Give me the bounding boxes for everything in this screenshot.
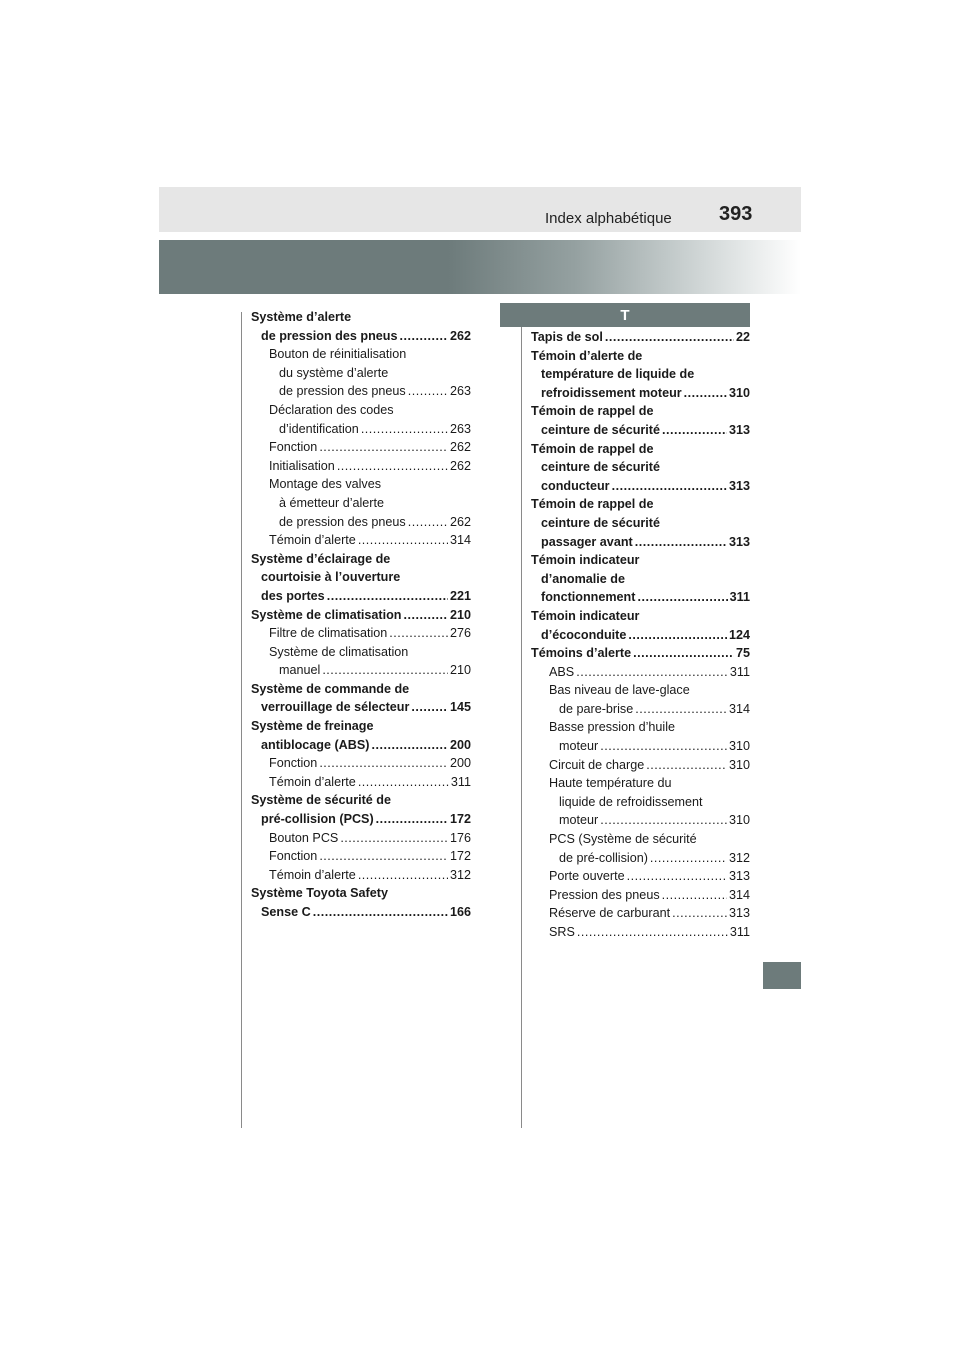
index-entry-page: 263: [449, 421, 471, 436]
leader-dots: [684, 384, 727, 403]
index-entry: [251, 587, 471, 606]
index-entry: [251, 327, 471, 346]
index-entry-page: 313: [728, 478, 750, 493]
index-entry-term: d’écoconduite: [541, 627, 627, 642]
index-entry-term: Porte ouverte: [549, 869, 625, 884]
index-entry: [251, 531, 471, 550]
index-entry-page: 124: [728, 627, 750, 642]
index-entry-page: 310: [728, 385, 750, 400]
index-entry-term: Témoin d’alerte: [269, 867, 356, 882]
leader-dots: [635, 700, 727, 719]
leader-dots: [322, 661, 448, 680]
index-entry: Système de climatisation: [269, 644, 409, 659]
index-entry: [251, 513, 471, 532]
index-entry: [531, 756, 750, 775]
index-entry: Haute température du: [549, 776, 672, 791]
leader-dots: [576, 663, 728, 682]
leader-dots: [662, 421, 727, 440]
leader-dots: [635, 533, 727, 552]
index-entry: [251, 457, 471, 476]
index-entry-page: 75: [735, 646, 750, 661]
leader-dots: [605, 328, 734, 347]
index-entry-term: de pression des pneus: [279, 514, 406, 529]
index-entry: liquide de refroidissement: [559, 794, 703, 809]
index-entry: [531, 421, 750, 440]
index-entry: [531, 663, 750, 682]
leader-dots: [633, 644, 734, 663]
index-entry-page: 313: [728, 534, 750, 549]
section-title: Index alphabétique: [545, 210, 672, 227]
index-entry-term: manuel: [279, 663, 321, 678]
leader-dots: [650, 849, 727, 868]
index-entry: [251, 420, 471, 439]
leader-dots: [628, 626, 727, 645]
index-entry: [531, 867, 750, 886]
decorative-gradient-band: [159, 240, 801, 294]
index-entry: Témoin indicateur: [531, 608, 640, 623]
index-entry-page: 311: [729, 925, 750, 939]
index-entry: Système Toyota Safety: [251, 886, 388, 901]
leader-dots: [399, 327, 448, 346]
index-entry: [531, 737, 750, 756]
index-entry-page: 310: [728, 757, 750, 772]
index-column-left: [251, 308, 471, 922]
index-entry: Système de sécurité de: [251, 793, 392, 808]
index-entry-term: de pare-brise: [559, 701, 634, 716]
index-entry: [531, 849, 750, 868]
index-entry-page: 221: [449, 588, 471, 603]
index-entry: Témoin de rappel de: [531, 497, 654, 512]
index-entry: Témoin indicateur: [531, 553, 640, 568]
index-entry-page: 200: [449, 737, 471, 752]
index-entry: [251, 661, 471, 680]
index-entry-page: 313: [728, 906, 750, 921]
page-number: 393: [719, 203, 753, 225]
leader-dots: [662, 886, 727, 905]
index-entry-term: Bouton PCS: [269, 830, 339, 845]
index-entry-term: Pression des pneus: [549, 887, 660, 902]
index-entry-term: d’identification: [279, 421, 359, 436]
index-entry: [251, 866, 471, 885]
leader-dots: [376, 810, 448, 829]
index-entry-page: 310: [728, 739, 750, 754]
index-entry-term: refroidissement moteur: [541, 385, 682, 400]
leader-dots: [337, 457, 448, 476]
index-entry: PCS (Système de sécurité: [549, 832, 697, 847]
index-entry-term: moteur: [559, 813, 599, 828]
index-entry: [251, 438, 471, 457]
index-entry: [251, 829, 471, 848]
index-entry-term: Fonction: [269, 756, 318, 771]
index-entry-term: Circuit de charge: [549, 757, 645, 772]
index-entry-page: 311: [729, 590, 750, 605]
index-entry-page: 312: [728, 850, 750, 865]
index-entry: [251, 754, 471, 773]
index-entry-page: 210: [449, 607, 471, 622]
index-entry-term: de pression des pneus: [261, 328, 398, 343]
index-entry-term: verrouillage de sélecteur: [261, 700, 410, 715]
index-entry-term: Témoins d’alerte: [531, 646, 632, 661]
index-entry-page: 262: [449, 328, 471, 343]
index-entry-page: 172: [449, 812, 471, 827]
leader-dots: [637, 588, 727, 607]
index-letter-heading: T: [500, 303, 750, 327]
index-column-right: [531, 328, 750, 942]
index-entry: d’anomalie de: [541, 571, 625, 586]
index-entry-page: 314: [728, 887, 750, 902]
index-entry-term: Fonction: [269, 849, 318, 864]
index-entry-page: 166: [449, 905, 471, 919]
index-entry-term: Réserve de carburant: [549, 906, 671, 921]
index-entry: [251, 847, 471, 866]
leader-dots: [404, 606, 448, 625]
page-header-bar: [159, 187, 801, 232]
index-entry: Bas niveau de lave-glace: [549, 683, 690, 698]
leader-dots: [358, 531, 448, 550]
index-entry: [531, 811, 750, 830]
leader-dots: [408, 513, 448, 532]
index-entry-term: antiblocage (ABS): [261, 737, 370, 752]
leader-dots: [411, 698, 448, 717]
index-entry: ceinture de sécurité: [541, 515, 660, 530]
index-entry-term: Initialisation: [269, 458, 335, 473]
index-entry: [251, 606, 471, 625]
index-entry: Bouton de réinitialisation: [269, 347, 407, 362]
index-entry-page: 311: [729, 664, 750, 679]
column-rule-middle: [521, 312, 522, 1128]
index-entry: Système de commande de: [251, 681, 410, 696]
index-entry: [251, 736, 471, 755]
index-entry: [251, 698, 471, 717]
leader-dots: [358, 866, 448, 885]
index-entry-term: ceinture de sécurité: [541, 422, 660, 437]
index-entry: [531, 644, 750, 663]
index-entry: Témoin d’alerte de: [531, 348, 643, 363]
index-entry: ceinture de sécurité: [541, 460, 660, 475]
index-entry-term: de pression des pneus: [279, 384, 406, 399]
index-entry-page: 210: [449, 663, 471, 678]
index-entry-term: ABS: [549, 664, 575, 679]
leader-dots: [646, 756, 727, 775]
index-entry-term: pré-collision (PCS): [261, 812, 374, 827]
index-entry-page: 176: [449, 830, 471, 845]
index-entry-term: moteur: [559, 739, 599, 754]
index-entry-term: Filtre de climatisation: [269, 626, 388, 641]
index-entry: Déclaration des codes: [269, 402, 394, 417]
index-entry: [531, 886, 750, 905]
column-rule-left: [241, 312, 242, 1128]
section-thumb-tab: [763, 962, 801, 989]
leader-dots: [313, 903, 448, 922]
index-entry: [251, 773, 471, 792]
leader-dots: [577, 923, 728, 942]
index-entry-term: Système de climatisation: [251, 607, 402, 622]
leader-dots: [319, 438, 448, 457]
index-entry-page: 172: [449, 849, 471, 864]
index-entry-page: 314: [449, 533, 471, 548]
leader-dots: [358, 773, 449, 792]
index-entry-page: 262: [449, 440, 471, 455]
index-entry-page: 262: [449, 514, 471, 529]
index-entry-term: de pré-collision): [559, 850, 648, 865]
index-entry: Montage des valves: [269, 477, 382, 492]
index-entry: Système de freinage: [251, 719, 374, 734]
leader-dots: [612, 477, 727, 496]
leader-dots: [627, 867, 727, 886]
index-entry: [531, 328, 750, 347]
index-entry: [531, 588, 750, 607]
leader-dots: [600, 737, 727, 756]
index-entry-page: 145: [449, 700, 471, 715]
index-entry: [251, 810, 471, 829]
index-entry: [531, 700, 750, 719]
index-entry-term: passager avant: [541, 534, 633, 549]
leader-dots: [600, 811, 727, 830]
index-entry-term: Sense C: [261, 905, 311, 919]
index-entry: [531, 533, 750, 552]
index-entry: [531, 923, 750, 942]
leader-dots: [389, 624, 448, 643]
index-entry: Basse pression d’huile: [549, 720, 676, 735]
index-entry: du système d’alerte: [279, 365, 389, 380]
index-entry-page: 313: [728, 869, 750, 884]
index-entry: [531, 626, 750, 645]
index-entry: Témoin de rappel de: [531, 441, 654, 456]
index-entry: Témoin de rappel de: [531, 404, 654, 419]
leader-dots: [361, 420, 448, 439]
leader-dots: [672, 904, 727, 923]
index-entry-page: 312: [449, 867, 471, 882]
index-entry: [531, 904, 750, 923]
index-entry: température de liquide de: [541, 367, 695, 382]
index-entry-term: SRS: [549, 925, 575, 939]
index-entry-page: 276: [449, 626, 471, 641]
leader-dots: [371, 736, 448, 755]
index-entry-term: conducteur: [541, 478, 610, 493]
index-entry: courtoisie à l’ouverture: [261, 570, 401, 585]
index-entry-page: 263: [449, 384, 471, 399]
index-entry: [251, 624, 471, 643]
leader-dots: [319, 847, 448, 866]
index-entry: [531, 477, 750, 496]
index-entry-page: 311: [450, 774, 471, 789]
index-entry: Système d’alerte: [251, 310, 352, 324]
index-entry-page: 314: [728, 701, 750, 716]
leader-dots: [408, 382, 448, 401]
index-entry-page: 22: [735, 330, 750, 344]
index-entry: [251, 382, 471, 401]
index-entry-page: 310: [728, 813, 750, 828]
leader-dots: [327, 587, 448, 606]
index-entry: [251, 903, 471, 922]
index-entry: Système d’éclairage de: [251, 551, 391, 566]
index-entry-page: 262: [449, 458, 471, 473]
index-entry-term: fonctionnement: [541, 590, 636, 605]
index-entry: à émetteur d’alerte: [279, 495, 385, 510]
index-entry-term: Fonction: [269, 440, 318, 455]
index-entry-term: des portes: [261, 588, 325, 603]
index-entry-term: Témoin d’alerte: [269, 533, 356, 548]
index-entry-term: Tapis de sol: [531, 330, 603, 344]
index-entry-page: 200: [449, 756, 471, 771]
index-entry-page: 313: [728, 422, 750, 437]
index-entry-term: Témoin d’alerte: [269, 774, 356, 789]
leader-dots: [340, 829, 448, 848]
index-entry: [531, 384, 750, 403]
leader-dots: [319, 754, 448, 773]
